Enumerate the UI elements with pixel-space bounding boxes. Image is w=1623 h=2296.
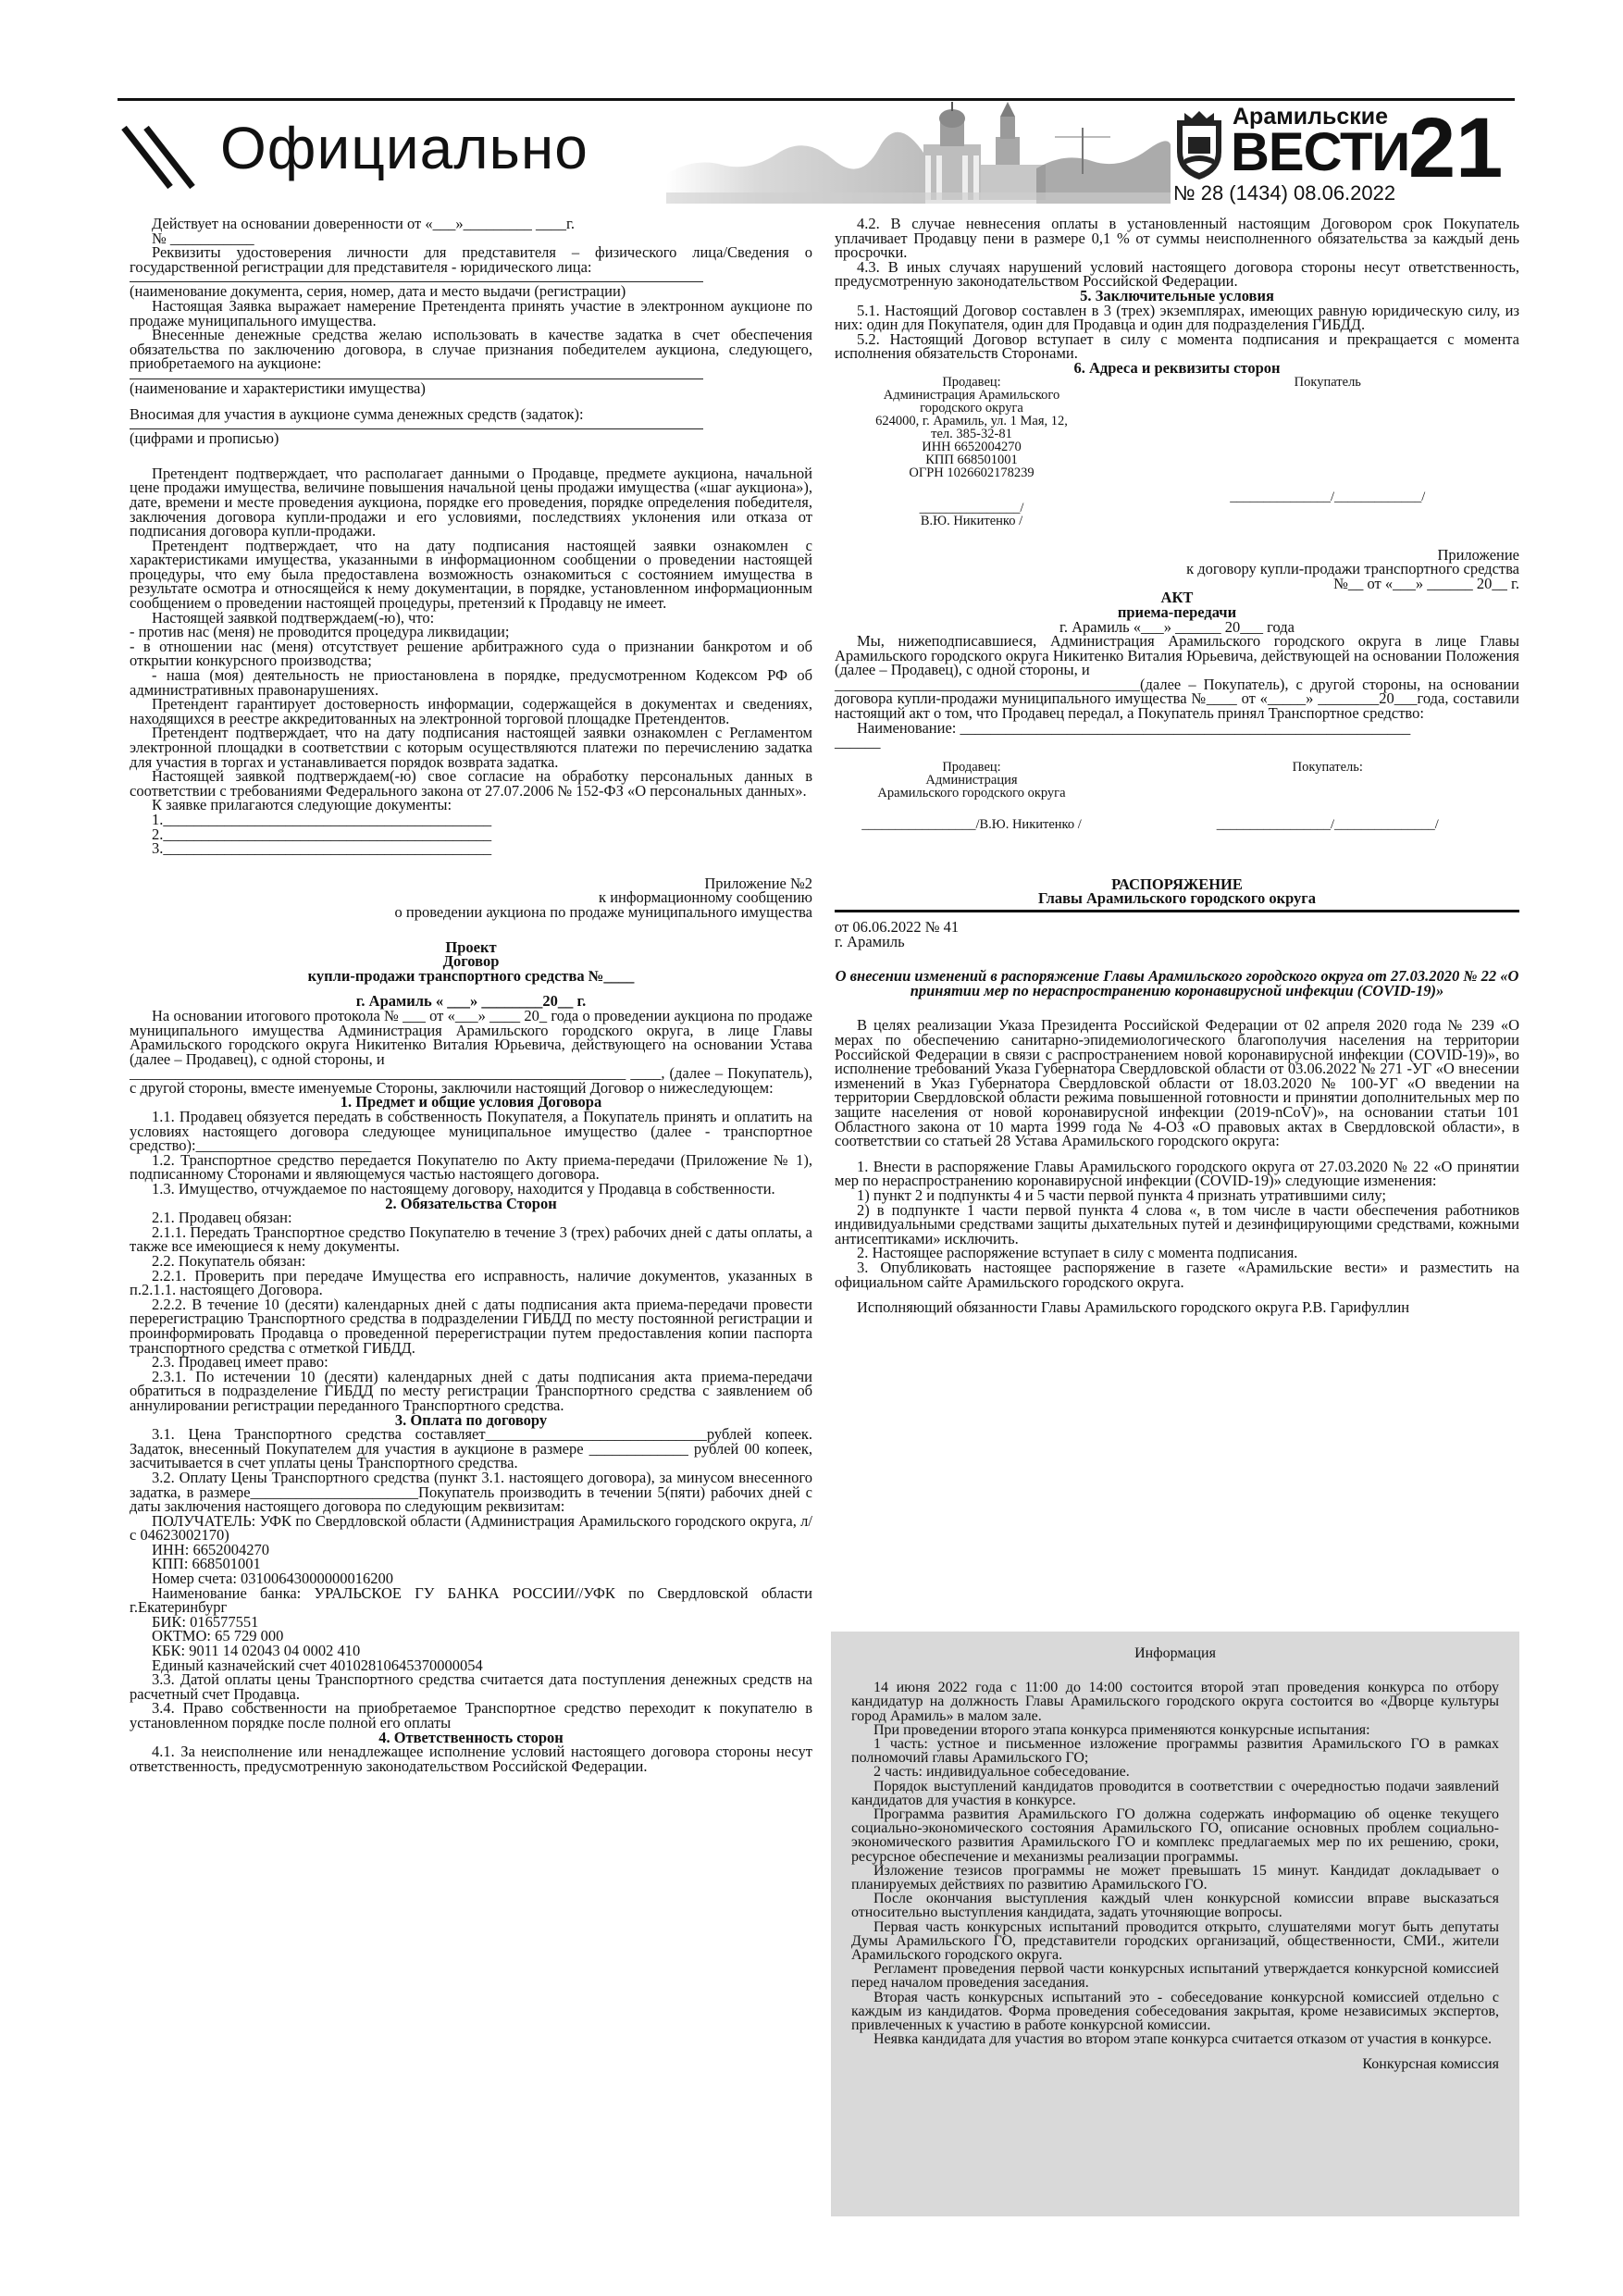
act-buyer-label: Покупатель: bbox=[1292, 759, 1363, 775]
paragraph: 4.3. В иных случаях нарушений условий настоящего договора стороны несут ответственность, предусмотренную законодательством Российской Федерации. bbox=[835, 257, 1519, 291]
buyer-signature-line: _______________/_____________/ bbox=[1230, 489, 1426, 504]
bank-detail: ИНН: 6652004270 bbox=[152, 1540, 269, 1558]
section-heading: 1. Предмет и общие условия Договора bbox=[340, 1093, 602, 1111]
paragraph: 1.2. Транспортное средство передается Покупателю по Акту приема-передачи (Приложение № 1), подписанному Сторонами и являющемуся частью настоящего договора. bbox=[130, 1150, 812, 1184]
section-title: Официально bbox=[220, 115, 588, 181]
section-heading: 3. Оплата по договору bbox=[394, 1410, 548, 1429]
order-heading: Главы Арамильского городского округа bbox=[1037, 889, 1317, 908]
act-seller-signature: _________________/В.Ю. Никитенко / bbox=[861, 816, 1082, 832]
paragraph: - наша (моя) деятельность не приостановлена в порядке, предусмотренном Кодексом РФ об административных правонарушениях. bbox=[130, 666, 812, 699]
paragraph: _________________________________________________________________ ____, (далее – Покупатель), с другой стороны, вместе именуемые Стороны, заключили настоящий Договор о нижеследующем: bbox=[130, 1064, 812, 1097]
paragraph: 2.3.1. По истечении 10 (десяти) календарных дней с даты подписания акта приема-передачи обратиться в подразделение ГИБДД по месту регистрации Транспортного средства с заявлением об аннулировании регистрации переданного Транспортного средства. bbox=[130, 1367, 812, 1414]
paragraph: 14 июня 2022 года с 11:00 до 14:00 состоится второй этап проведения конкурса по отбору кандидатур на должность Главы Арамильского городского округа состоится во «Дворце культуры город Арамиль» в малом зале. bbox=[851, 1680, 1499, 1724]
caption: (наименование и характеристики имущества) bbox=[130, 379, 426, 397]
paragraph: 2.2.1. Проверить при передаче Имущества его исправность, наличие документов, указанных в п.2.1.1. настоящего Договора. bbox=[130, 1266, 812, 1299]
seller-signature-line: _______________/ bbox=[919, 500, 1024, 515]
appendix-label: к договору купли-продажи транспортного средства bbox=[1186, 560, 1519, 578]
brand-small: Арамильские bbox=[1233, 104, 1389, 130]
document-heading: АКТ bbox=[1160, 589, 1194, 607]
paragraph: Претендент подтверждает, что располагает данными о Продавце, предмете аукциона, начальной цене продажи имущества, величине повышения начальной цены продажи имущества («шаг аукциона»), дате, времени и месте проведения аукциона, порядке его проведения, порядке определения победителя, заключения договора купли-продажи и его условиями, последствиях уклонения или отказа от подписания договора купли-продажи. bbox=[130, 464, 812, 540]
brand-big: ВЕСТИ bbox=[1231, 122, 1410, 182]
paragraph: ______ bbox=[835, 733, 881, 751]
paragraph: ________________________________________(далее – Покупатель), с другой стороны, на основании договора купли-продажи муниципального имущества №____ от «_____» ________20___года, составили настоящий акт о том, что Продавец передал, а Покупатель принял Транспортное средство: bbox=[835, 675, 1519, 723]
paragraph: Первая часть конкурсных испытаний проводится открыто, слушателями могут быть депутаты Думы Арамильского ГО, представители городских организаций, общественности, СМИ., жители Арамильского городского округа. bbox=[851, 1918, 1499, 1964]
paragraph: 1.3. Имущество, отчуждаемое по настоящему договору, находится у Продавца в собственности. bbox=[152, 1180, 775, 1198]
paragraph: Регламент проведения первой части конкурсных испытаний утверждается конкурсной комиссией перед началом проведения заседания. bbox=[851, 1961, 1499, 1992]
paragraph: 5.1. Настоящий Договор составлен в 3 (трех) экземплярах, имеющих равную юридическую силу, из них: один для Покупателя, один для Продавца и один для подразделения ГИБДД. bbox=[835, 301, 1519, 334]
page-number: 21 bbox=[1408, 101, 1504, 195]
paragraph: К заявке прилагаются следующие документы: bbox=[152, 796, 452, 814]
town-crest-icon bbox=[1173, 111, 1225, 181]
act-place-date: г. Арамиль «___» ______ 20___ года bbox=[1059, 617, 1295, 636]
document-heading: Договор bbox=[442, 952, 500, 971]
paragraph: Претендент гарантирует достоверность информации, содержащейся в документах и сведениях, находящихся в реестре аккредитованных на электронной торговой площадке Претендентов. bbox=[130, 695, 812, 727]
contract-place-date: г. Арамиль « ___» ________20__ г. bbox=[355, 992, 587, 1011]
information-box bbox=[831, 1632, 1519, 2216]
document-heading: приема-передачи bbox=[1117, 602, 1237, 621]
paragraph: - в отношении нас (меня) отсутствует решение арбитражного суда о признании банкротом и об открытии конкурсного производства; bbox=[130, 637, 812, 670]
paragraph: Настоящей заявкой подтверждаем(-ю), что: bbox=[152, 608, 435, 627]
seller-line: ИНН 6652004270 bbox=[922, 439, 1022, 454]
buyer-details bbox=[1136, 376, 1519, 527]
section-heading: 6. Адреса и реквизиты сторон bbox=[1073, 358, 1281, 377]
paragraph: Вносимая для участия в аукционе сумма денежных средств (задаток): bbox=[130, 404, 584, 423]
paragraph: 4.2. В случае невнесения оплаты в установленный настоящим Договором срок Покупатель уплачивает Продавцу пени в размере 0,1 % от суммы неисполненного обязательства за каждый день просрочки. bbox=[835, 215, 1519, 262]
double-slash-icon bbox=[118, 120, 202, 194]
information-title: Информация bbox=[1134, 1645, 1216, 1661]
paragraph: 3. Опубликовать настоящее распоряжение в газете «Арамильские вести» и разместить на официальном сайте Арамильского городского округа. bbox=[835, 1258, 1519, 1291]
appendix-label: к информационному сообщению bbox=[599, 888, 812, 907]
left-column bbox=[130, 217, 812, 1773]
paragraph: 2 часть: индивидуальное собеседование. bbox=[873, 1764, 1130, 1781]
bank-detail: Номер счета: 03100643000000016200 bbox=[152, 1570, 394, 1588]
seller-line: Администрация Арамильского bbox=[883, 387, 1060, 403]
act-signatures bbox=[835, 761, 1519, 831]
list-item: 2.___________________________________________ bbox=[152, 825, 492, 843]
masthead-logo bbox=[1173, 102, 1516, 208]
act-seller bbox=[835, 761, 1109, 831]
act-seller-label: Продавец: bbox=[942, 759, 1001, 775]
paragraph: 3.3. Датой оплаты цены Транспортного средства считается дата поступления денежных средств на расчетный счет Продавца. bbox=[130, 1670, 812, 1703]
paragraph: 3.1. Цена Транспортного средства составляет_____________________________рублей копеек. Задаток, внесенный Покупателем для участия в аукционе в размере _____________ рублей 00 копеек, засчитывается в счет уплаты цены Транспортного средства. bbox=[130, 1425, 812, 1472]
paragraph: Претендент подтверждает, что на дату подписания настоящей заявки ознакомлен с характеристиками имущества, указанными в информационном сообщении о проведении настоящей процедуры, что ему была предоставлена возможность ознакомиться с состоянием имущества в результате осмотра и относящейся к нему документации, в порядке, установленном информационным сообщением о проведении настоящей процедуры, претензий к Продавцу не имеет. bbox=[130, 536, 812, 613]
paragraph: 1 часть: устное и письменное изложение программы развития Арамильского ГО в рамках полномочий главы Арамильского ГО; bbox=[851, 1736, 1499, 1767]
seller-line: городского округа bbox=[920, 400, 1023, 416]
section-heading: 5. Заключительные условия bbox=[1080, 286, 1274, 304]
paragraph: Претендент подтверждает, что на дату подписания настоящей заявки ознакомлен с Регламентом электронной площадки в соответствии с которым осуществляются платежи по перечислению задатка для участия в торгах и устанавливается порядок возврата задатка. bbox=[130, 724, 812, 771]
appendix-label: Приложение bbox=[1437, 545, 1519, 564]
paragraph: 3.2. Оплату Цены Транспортного средства (пункт 3.1. настоящего договора), за минусом внесенного задатка, в размере______________________Покупатель производить в течении 5(пяти) рабочих дней с даты заключения настоящего договора по следующим реквизитам: bbox=[130, 1468, 812, 1516]
seller-line: ОГРН 1026602178239 bbox=[909, 465, 1035, 480]
order-heading: РАСПОРЯЖЕНИЕ bbox=[1111, 875, 1243, 893]
caption: (наименование документа, серия, номер, дата и место выдачи (регистрации) bbox=[130, 282, 626, 301]
paragraph: 2.3. Продавец имеет право: bbox=[152, 1353, 328, 1371]
paragraph: После окончания выступления каждый член конкурсной комиссии вправе высказаться относительно выступления кандидата, задать уточняющие вопросы. bbox=[851, 1891, 1499, 1921]
bank-detail: Наименование банка: УРАЛЬСКОЕ ГУ БАНКА РОССИИ//УФК по Свердловской области г.Екатеринбург bbox=[130, 1583, 812, 1617]
bank-detail: Единый казначейский счет 40102810645370000054 bbox=[152, 1656, 483, 1674]
paragraph: 2.2. Покупатель обязан: bbox=[152, 1252, 306, 1270]
document-heading: Проект bbox=[445, 937, 497, 956]
order-rule bbox=[835, 910, 1519, 912]
paragraph: Неявка кандидата для участия во втором этапе конкурса считается отказом от участия в конкурсе. bbox=[873, 2031, 1493, 2048]
paragraph: В целях реализации Указа Президента Российской Федерации от 02 апреля 2020 года № 239 «О мерах по обеспечению санитарно-эпидемиологического благополучия населения на территории Российской Федерации в связи с распространением новой коронавирусной инфекции (COVID-19)», во исполнение требований Указа Губернатора Свердловской области от 03.06.2022 № 271 -УГ «О внесении изменений в Указ Губернатора Свердловской области от 18.03.2020 № 100-УГ «О введении на территории Свердловской области режима повышенной готовности и принятии дополнительных мер по защите населения от новой коронавирусной инфекции (2019-nCoV)», на основании статьи 101 Областного закона от 10 марта 1999 года № 4-ОЗ «О правовых актах в Свердловской области», в соответствии со статьей 28 Устава Арамильского городского округа: bbox=[835, 1016, 1519, 1150]
section-heading: 4. Ответственность сторон bbox=[378, 1728, 564, 1746]
paragraph: 2.1. Продавец обязан: bbox=[152, 1209, 292, 1227]
information-content bbox=[831, 1632, 1519, 2072]
appendix-label: №__ от «___» ______ 20__ г. bbox=[1333, 574, 1519, 592]
list-item: 1.___________________________________________ bbox=[152, 810, 492, 828]
paragraph: 1) пункт 2 и подпункты 4 и 5 части первой пункта 4 признать утратившими силу; bbox=[857, 1185, 1387, 1204]
act-buyer bbox=[1136, 761, 1519, 831]
bank-detail: КБК: 9011 14 02043 04 0002 410 bbox=[152, 1642, 361, 1660]
paragraph: № ___________ bbox=[152, 229, 254, 247]
order-signature: Исполняющий обязанности Главы Арамильского городского округа Р.В. Гарифуллин bbox=[857, 1298, 1410, 1317]
paragraph: 5.2. Настоящий Договор вступает в силу с момента подписания и прекращается с момента исполнения обязательств Сторонами. bbox=[835, 329, 1519, 363]
act-seller-line: Администрация bbox=[925, 772, 1018, 788]
appendix-label: Приложение №2 bbox=[704, 874, 812, 892]
seller-label: Продавец: bbox=[942, 374, 1001, 390]
bank-detail: БИК: 016577551 bbox=[152, 1612, 259, 1631]
paragraph: 2.2.2. В течение 10 (десяти) календарных дней с даты подписания акта приема-передачи провести перерегистрацию Транспортного средства в подразделении ГИБДД по месту постоянной регистрации и проинформировать Продавца о проведенной перерегистрации путем предоставления копии паспорта транспортного средства с отметкой ГИБДД. bbox=[130, 1295, 812, 1357]
seller-details bbox=[835, 376, 1109, 527]
document-heading: купли-продажи транспортного средства №____ bbox=[307, 966, 635, 985]
seller-signature-name: В.Ю. Никитенко / bbox=[920, 513, 1023, 528]
paragraph: Программа развития Арамильского ГО должна содержать информацию об оценке текущего социально-экономического состояния Арамильского ГО, описание основных проблем социально-экономического развития Арамильского ГО и комплекс предлагаемых мер по их решению, сроки, ресурсное обеспечение и механизмы реализации программы. bbox=[851, 1806, 1499, 1865]
paragraph: Действует на основании доверенности от «___»_________ ____г. bbox=[152, 215, 575, 232]
right-column bbox=[835, 217, 1519, 1315]
act-buyer-signature: _________________/_______________/ bbox=[1216, 816, 1439, 832]
paragraph: Настоящая Заявка выражает намерение Претендента принять участие в электронном аукционе по продаже муниципального имущества. bbox=[130, 296, 812, 329]
paragraph: Внесенные денежные средства желаю использовать в качестве задатка в счет обеспечения обязательства по заключению договора, в случае признания победителем аукциона, следующего, приобретаемого на аукционе: bbox=[130, 326, 812, 373]
seller-line: тел. 385-32-81 bbox=[931, 426, 1012, 441]
party-details bbox=[835, 376, 1519, 527]
paragraph: Вторая часть конкурсных испытаний это - собеседование конкурсной комиссией отдельно с каждым из кандидатов. Форма проведения собеседования закрытая, кроме независимых экспертов, привлеченных к участию в работе конкурсной комиссии. bbox=[851, 1989, 1499, 2034]
paragraph: Порядок выступлений кандидатов проводится в соответствии с очередностью подачи заявлений кандидатов для участия в конкурсе. bbox=[851, 1778, 1499, 1808]
paragraph: 4.1. За неисполнение или ненадлежащее исполнение условий настоящего договора стороны несут ответственность, предусмотренную законодательством Российской Федерации. bbox=[130, 1743, 812, 1775]
act-seller-line: Арамильского городского округа bbox=[877, 785, 1066, 800]
buyer-label: Покупатель bbox=[1294, 374, 1361, 390]
city-skyline-illustration bbox=[666, 100, 1171, 204]
order-date: от 06.06.2022 № 41 bbox=[835, 918, 960, 937]
caption: (цифрами и прописью) bbox=[130, 429, 279, 448]
paragraph: - против нас (меня) не проводится процедура ликвидации; bbox=[130, 623, 510, 641]
section-heading: 2. Обязательства Сторон bbox=[385, 1194, 557, 1212]
paragraph: На основании итогового протокола № ___ от «___» ____ 20_ года о проведении аукциона по продаже муниципального имущества Администрация Арамильского городского округа, в лице Главы Арамильского городского округа Никитенко Виталия Юрьевича, действующего на основании Устава (далее – Продавец), с одной стороны, и bbox=[130, 1006, 812, 1068]
paragraph: 1.1. Продавец обязуется передать в собственность Покупателя, а Покупатель принять и оплатить на условиях настоящего договора следующее муниципальное имущество (далее - транспортное средство):_______________________ bbox=[130, 1108, 812, 1155]
paragraph: Наименование: ___________________________________________________________ bbox=[857, 718, 1411, 737]
paragraph: Настоящей заявкой подтверждаем(-ю) свое согласие на обработку персональных данных в соответствии с требованиями Федерального закона от 27.07.2006 № 152-ФЗ «О персональных данных». bbox=[130, 767, 812, 800]
paragraph: 2.1.1. Передать Транспортное средство Покупателю в течение 3 (трех) рабочих дней с даты оплаты, а также все имеющиеся к нему документы. bbox=[130, 1222, 812, 1256]
paragraph: 2. Настоящее распоряжение вступает в силу с момента подписания. bbox=[857, 1244, 1298, 1262]
paragraph: 3.4. Право собственности на приобретаемое Транспортное средство переходит к покупателю в установленном порядке после полной его оплаты bbox=[130, 1699, 812, 1731]
issue-number: № 28 (1434) 08.06.2022 bbox=[1173, 181, 1396, 205]
list-item: 3.___________________________________________ bbox=[152, 839, 492, 858]
seller-line: 624000, г. Арамиль, ул. 1 Мая, 12, bbox=[875, 413, 1068, 428]
seller-line: КПП 668501001 bbox=[925, 452, 1018, 467]
bank-detail: ПОЛУЧАТЕЛЬ: УФК по Свердловской области (Администрация Арамильского городского округа, л/с 04623002170) bbox=[130, 1511, 812, 1545]
bank-detail: КПП: 668501001 bbox=[152, 1555, 261, 1573]
paragraph: При проведении второго этапа конкурса применяются конкурсные испытания: bbox=[873, 1721, 1370, 1738]
information-signature: Конкурсная комиссия bbox=[1362, 2056, 1499, 2073]
order-title: О внесении изменений в распоряжение Главы Арамильского городского округа от 27.03.2020 № 22 «О принятии мер по нераспространению коронавирусной инфекции (COVID-19)» bbox=[835, 967, 1519, 999]
bank-detail: ОКТМО: 65 729 000 bbox=[152, 1627, 284, 1645]
appendix-label: о проведении аукциона по продаже муниципального имущества bbox=[394, 902, 812, 921]
paragraph: Мы, нижеподписавшиеся, Администрация Арамильского городского округа в лице Главы Арамильского городского округа Никитенко Виталия Юрьевича, действующей на основании Положения (далее – Продавец), с одной стороны, и bbox=[835, 632, 1519, 679]
paragraph: Изложение тезисов программы не может превышать 15 минут. Кандидат докладывает о планируемых действиях по развитию Арамильского ГО. bbox=[851, 1862, 1499, 1893]
paragraph: Реквизиты удостоверения личности для представителя – физического лица/Сведения о государственной регистрации для представителя - юридического лица: bbox=[130, 243, 812, 276]
order-city: г. Арамиль bbox=[835, 932, 905, 950]
paragraph: 2) в подпункте 1 части первой пункта 4 слова «, в том числе в части обеспечения работников индивидуальными средствами защиты дыхательных путей и дезинфицирующими средствами, кожными антисептиками» исключить. bbox=[835, 1200, 1519, 1247]
paragraph: 1. Внести в распоряжение Главы Арамильского городского округа от 27.03.2020 № 22 «О принятии мер по нераспространению коронавирусной инфекции (COVID-19)» следующие изменения: bbox=[835, 1157, 1519, 1190]
